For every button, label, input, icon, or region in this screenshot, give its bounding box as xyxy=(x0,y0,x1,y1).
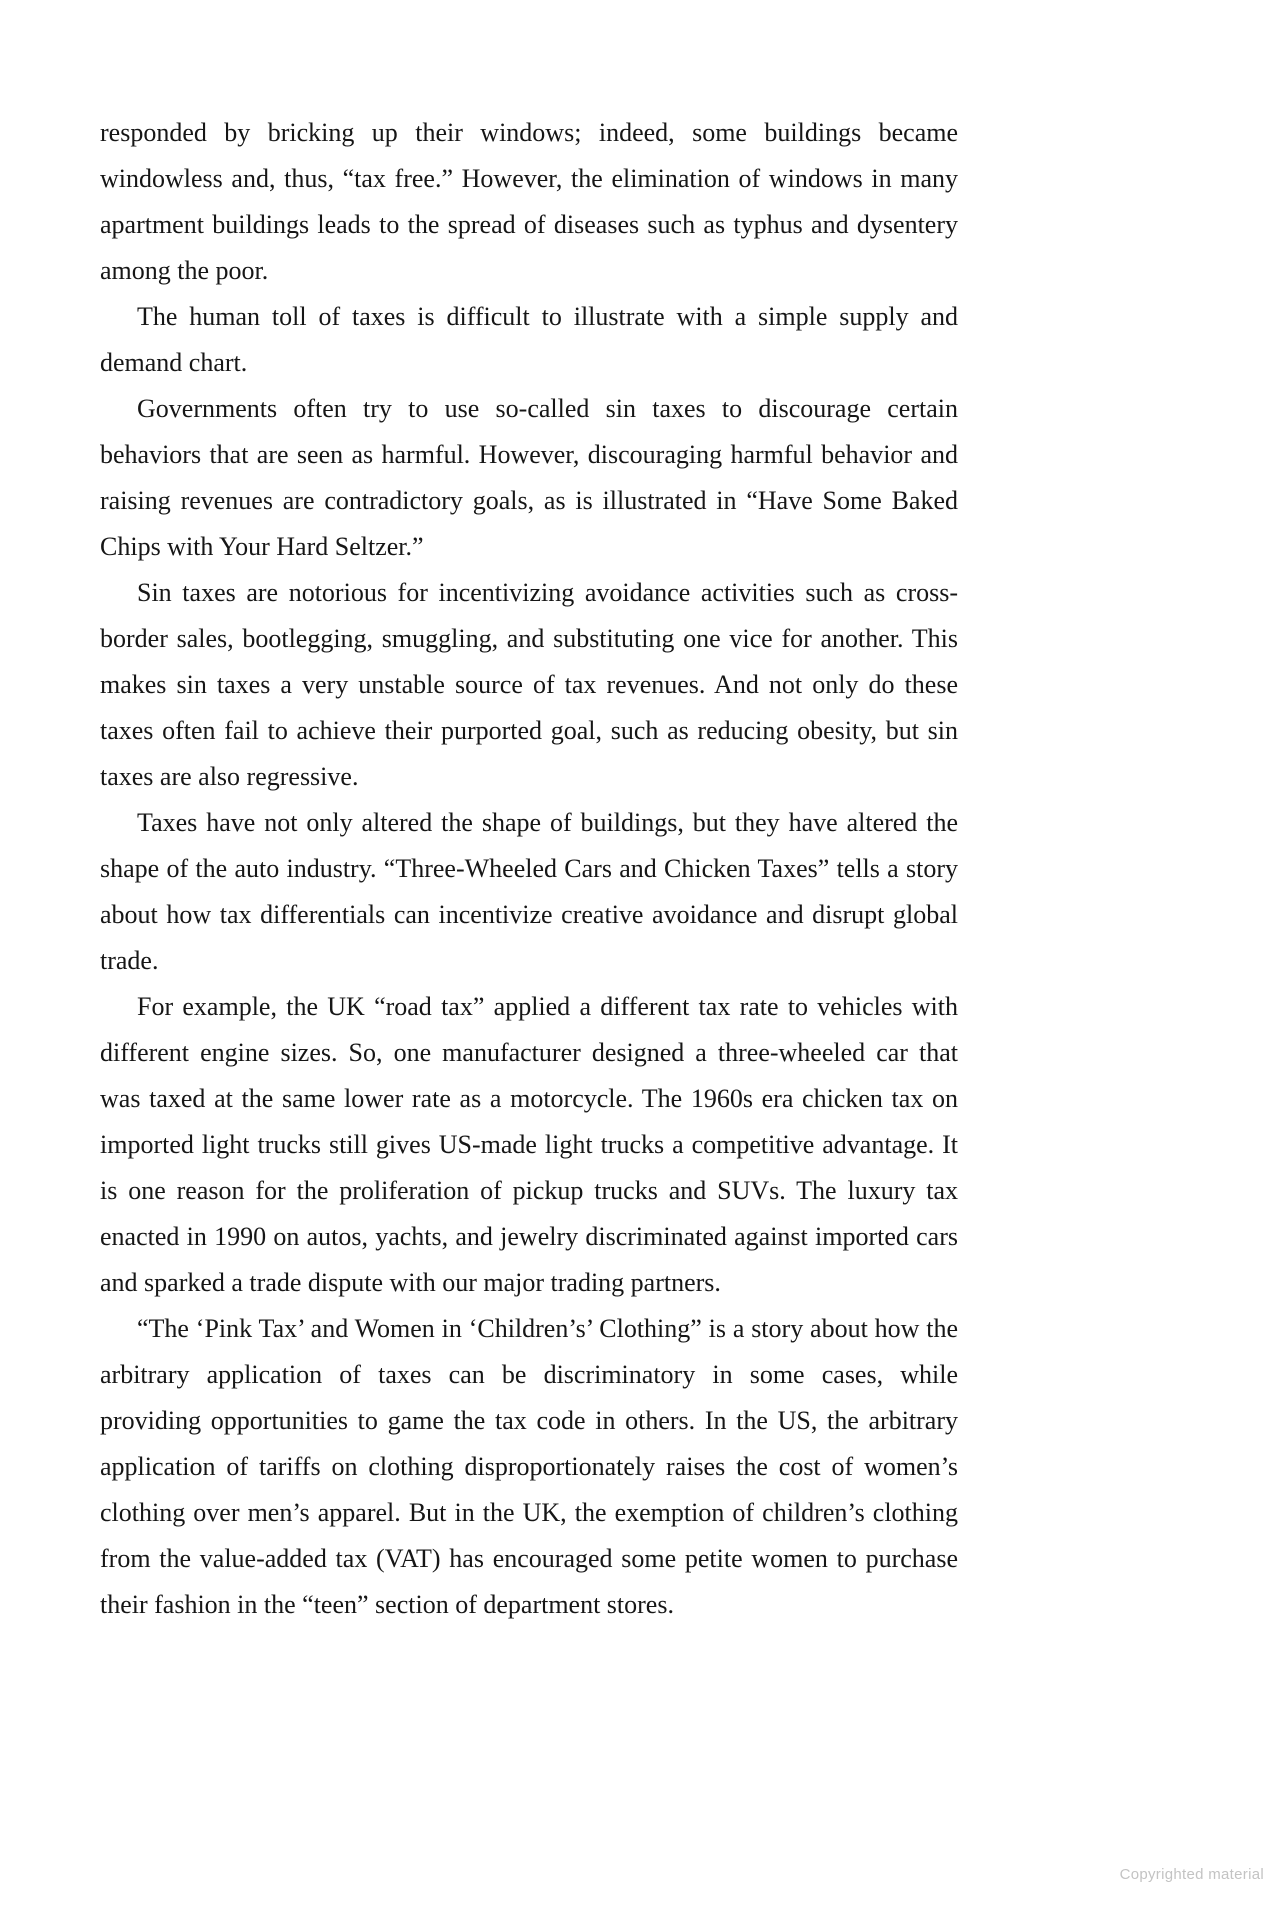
copyright-watermark: Copyrighted material xyxy=(1119,1866,1264,1883)
paragraph: “The ‘Pink Tax’ and Women in ‘Children’s’ Clothing” is a story about how the arbitrary application of taxes can be discriminatory in some cases, while providing opportunities to game the tax code in others. In the US, the arbitrary application of tariffs on clothing disproportionately raises the cost of women’s clothing over men’s apparel. But in the UK, the exemption of children’s clothing from the value-added tax (VAT) has encouraged some petite women to purchase their fashion in the “teen” section of department stores. xyxy=(100,1314,958,1619)
paragraph: Sin taxes are notorious for incentivizing avoidance activities such as cross-border sales, bootlegging, smuggling, and substituting one vice for another. This makes sin taxes a very unstable source of tax revenues. And not only do these taxes often fail to achieve their purported goal, such as reducing obesity, but sin taxes are also regressive. xyxy=(100,578,958,791)
paragraph: Governments often try to use so-called sin taxes to discourage certain behaviors that are seen as harmful. However, discouraging harmful behavior and raising revenues are contradictory goals, as is illustrated in “Have Some Baked Chips with Your Hard Seltzer.” xyxy=(100,394,958,561)
paragraph: For example, the UK “road tax” applied a different tax rate to vehicles with different engine sizes. So, one manufacturer designed a three-wheeled car that was taxed at the same lower rate as a motorcycle. The 1960s era chicken tax on imported light trucks still gives US-made light trucks a competitive advantage. It is one reason for the proliferation of pickup trucks and SUVs. The luxury tax enacted in 1990 on autos, yachts, and jewelry discriminated against imported cars and sparked a trade dispute with our major trading partners. xyxy=(100,992,958,1297)
body-text xyxy=(100,110,958,1628)
paragraph: Taxes have not only altered the shape of buildings, but they have altered the shape of the auto industry. “Three-Wheeled Cars and Chicken Taxes” tells a story about how tax differentials can incentivize creative avoidance and disrupt global trade. xyxy=(100,808,958,975)
paragraph: responded by bricking up their windows; indeed, some buildings became windowless and, thus, “tax free.” However, the elimination of windows in many apartment buildings leads to the spread of diseases such as typhus and dysentery among the poor. xyxy=(100,118,958,285)
paragraph: The human toll of taxes is difficult to illustrate with a simple supply and demand chart. xyxy=(100,302,958,377)
